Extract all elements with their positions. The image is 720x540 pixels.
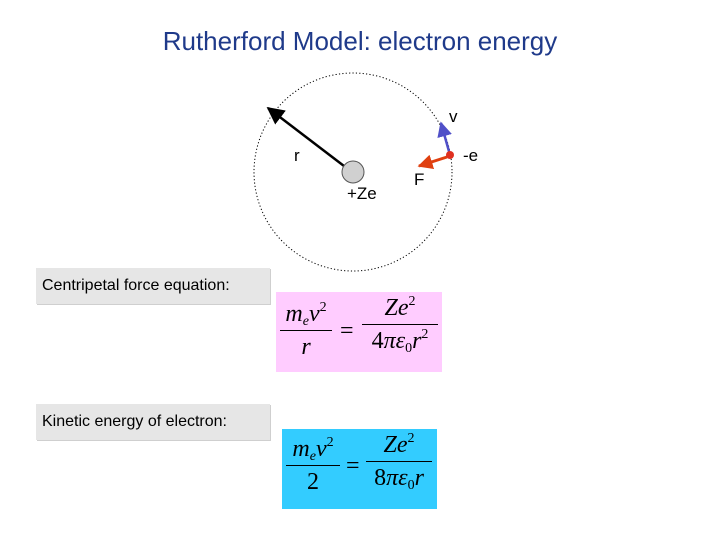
lhs-denominator: r — [301, 334, 311, 360]
rhs-denominator: $4\pi\varepsilon_0r^2$ — [371, 327, 429, 356]
rhs-numerator: Ze$^2$ — [383, 431, 415, 458]
velocity-label: v — [449, 107, 458, 126]
lhs-fraction — [286, 435, 340, 496]
nucleus-label: +Ze — [347, 184, 377, 203]
rhs-fraction — [366, 431, 432, 492]
equals-sign: = — [346, 453, 360, 479]
radius-label: r — [294, 146, 300, 165]
force-arrow — [419, 157, 447, 166]
lhs-fraction — [280, 300, 332, 361]
lhs-numerator: $m_ev^2$ — [292, 435, 334, 464]
kinetic-energy-label: Kinetic energy of electron: — [36, 404, 270, 440]
centripetal-force-label: Centripetal force equation: — [36, 268, 270, 304]
nucleus — [342, 161, 364, 183]
force-label: F — [414, 170, 425, 189]
rhs-numerator: Ze$^2$ — [384, 294, 416, 321]
radius-arrow — [268, 108, 344, 166]
slide-title: Rutherford Model: electron energy — [162, 26, 558, 56]
kinetic-energy-equation — [282, 429, 437, 509]
centripetal-force-equation — [276, 292, 442, 372]
rhs-fraction — [362, 294, 438, 355]
electron — [446, 151, 454, 159]
electron-label: -e — [463, 146, 479, 165]
rhs-denominator: $8\pi\varepsilon_0r$ — [374, 465, 424, 493]
velocity-arrow — [441, 123, 450, 155]
lhs-numerator: $m_ev^2$ — [285, 300, 327, 329]
lhs-denominator: 2 — [307, 469, 319, 495]
equals-sign: = — [340, 318, 354, 344]
